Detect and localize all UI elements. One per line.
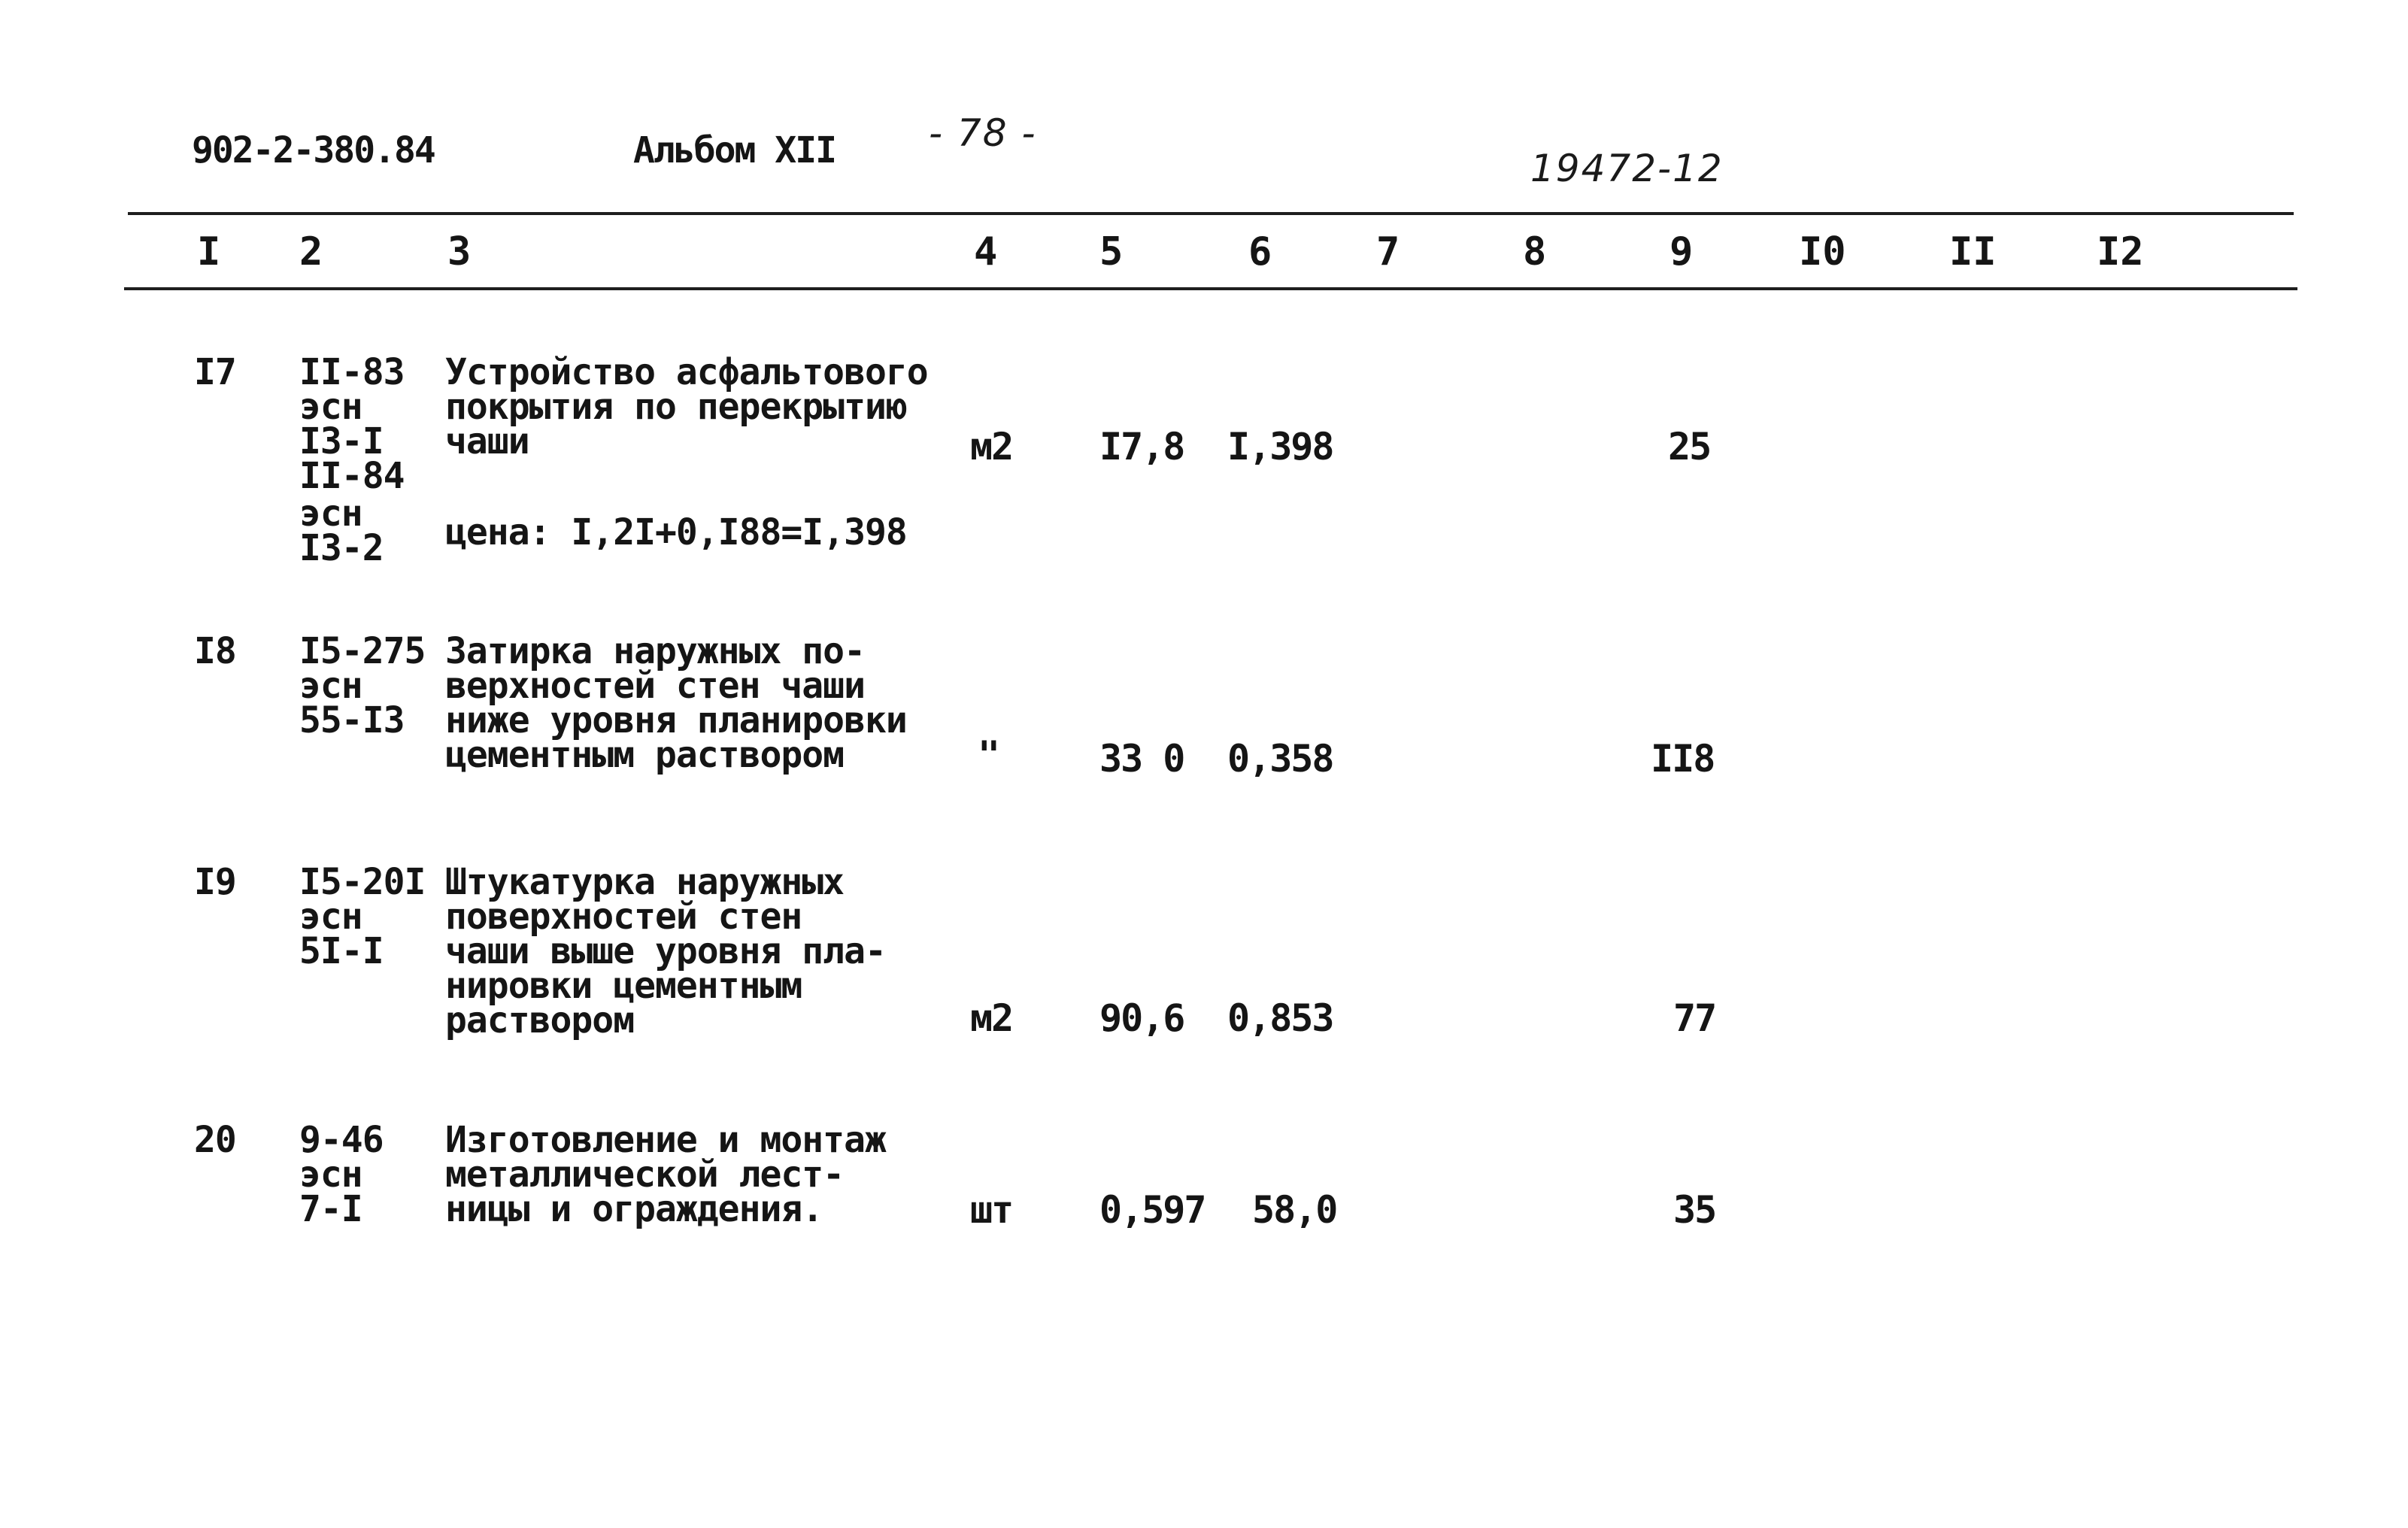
column-number-11: II (1949, 229, 1997, 274)
work-description (445, 630, 907, 776)
unit: м2 (970, 425, 1013, 468)
norm-code-block (299, 1119, 384, 1230)
norm-code-line: эсн (299, 896, 362, 938)
column-number-8: 8 (1523, 229, 1547, 274)
column-number-9: 9 (1670, 229, 1694, 274)
description-line: металлической лест- (445, 1154, 845, 1196)
quantity: 90,6 (1099, 996, 1184, 1040)
description-line: ниже уровня планировки (445, 699, 907, 741)
norm-code-line: эсн (299, 493, 362, 535)
description-line: чаши выше уровня пла- (445, 930, 886, 972)
description-line: покрытия по перекрытию (445, 386, 907, 428)
norm-code-line: эсн (299, 1154, 362, 1196)
row-number: I9 (194, 861, 236, 903)
column-number-4: 4 (974, 229, 998, 274)
unit: м2 (970, 996, 1013, 1040)
quantity: I7,8 (1099, 425, 1184, 468)
description-line: нировки цементным (445, 965, 802, 1007)
total-cost: II8 (1651, 737, 1715, 781)
description-line: Штукатурка наружных (445, 861, 845, 903)
unit-price: 58,0 (1252, 1188, 1337, 1232)
column-number-3: 3 (447, 229, 472, 274)
description-line: ницы и ограждения. (445, 1188, 823, 1230)
work-description (445, 351, 928, 462)
row-number: 20 (194, 1119, 236, 1161)
quantity: 33 0 (1099, 737, 1184, 781)
unit: " (978, 733, 999, 777)
norm-code-line: 9-46 (299, 1119, 384, 1161)
row-number: I7 (194, 351, 236, 393)
norm-code-block (299, 861, 426, 972)
unit-price: I,398 (1227, 425, 1333, 468)
norm-code-block (299, 630, 426, 741)
album-label: Альбом XII (633, 129, 836, 171)
norm-code-block-2 (299, 493, 384, 569)
column-number-6: 6 (1248, 229, 1272, 274)
column-number-2: 2 (299, 229, 323, 274)
header-bottom-rule (124, 287, 2297, 290)
total-cost: 35 (1673, 1188, 1716, 1232)
description-line: Устройство асфальтового (445, 351, 928, 393)
norm-code-line: II-83 (299, 351, 405, 393)
total-cost: 25 (1668, 425, 1711, 468)
description-line: Изготовление и монтаж (445, 1119, 886, 1161)
column-number-12: I2 (2097, 229, 2144, 274)
header-top-rule (128, 212, 2294, 215)
norm-code-line: эсн (299, 665, 362, 707)
description-line: Затирка наружных по- (445, 630, 865, 672)
page-number: - 78 - (929, 111, 1037, 155)
unit: шт (970, 1188, 1013, 1232)
unit-price: 0,358 (1227, 737, 1333, 781)
work-description (445, 1119, 886, 1230)
norm-code-line: I5-275 (299, 630, 426, 672)
norm-code-line: I3-I (299, 420, 384, 462)
sheet-reference: 19472-12 (1530, 147, 1724, 190)
column-number-7: 7 (1376, 229, 1400, 274)
description-line: поверхностей стен (445, 896, 802, 938)
norm-code-line: 7-I (299, 1188, 362, 1230)
row-number: I8 (194, 630, 236, 672)
description-line: цементным раствором (445, 734, 845, 776)
price-note: цена: I,2I+0,I88=I,398 (445, 511, 907, 553)
total-cost: 77 (1673, 996, 1716, 1040)
column-number-5: 5 (1099, 229, 1124, 274)
norm-code-line: II-84 (299, 455, 405, 497)
norm-code-line: 5I-I (299, 930, 384, 972)
norm-code-line: 55-I3 (299, 699, 405, 741)
description-line: верхностей стен чаши (445, 665, 865, 707)
column-number-1: I (197, 229, 221, 274)
unit-price: 0,853 (1227, 996, 1333, 1040)
norm-code-line: I3-2 (299, 527, 384, 569)
norm-code-line: I5-20I (299, 861, 426, 903)
column-number-10: I0 (1799, 229, 1846, 274)
quantity: 0,597 (1099, 1188, 1206, 1232)
norm-code-line: эсн (299, 386, 362, 428)
norm-code-block (299, 351, 405, 497)
description-line: раствором (445, 999, 635, 1041)
description-line: чаши (445, 420, 529, 462)
work-description (445, 861, 886, 1041)
document-code: 902-2-380.84 (192, 129, 435, 171)
